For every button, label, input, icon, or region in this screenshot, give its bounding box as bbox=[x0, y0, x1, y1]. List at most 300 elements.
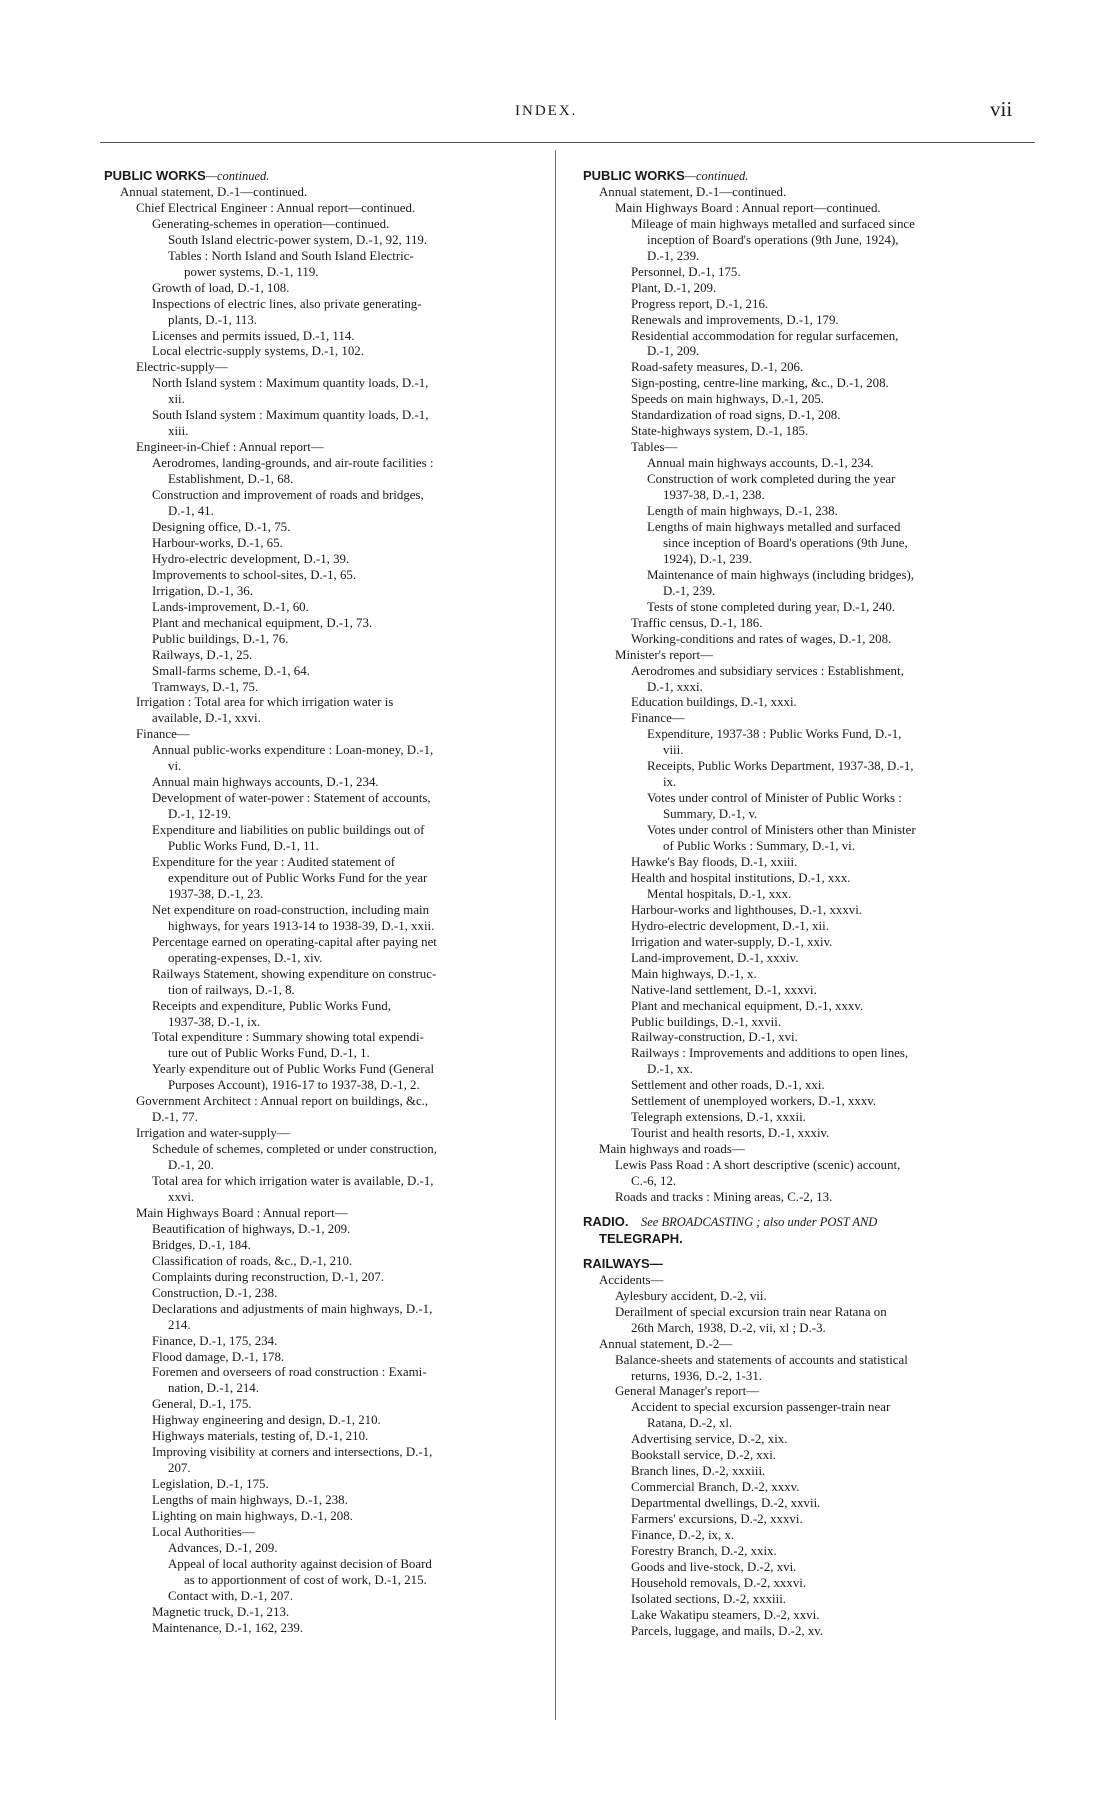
index-entry bbox=[104, 249, 556, 265]
index-entry bbox=[104, 1238, 556, 1254]
heading-text: PUBLIC WORKS bbox=[583, 168, 685, 183]
entry-text: Aylesbury accident, D.-2, vii. bbox=[615, 1288, 767, 1303]
entry-text: Designing office, D.-1, 75. bbox=[152, 519, 291, 534]
index-entry bbox=[583, 408, 1030, 424]
entry-text: Improvements to school-sites, D.-1, 65. bbox=[152, 567, 357, 582]
entry-text: Railways Statement, showing expenditure on construc- bbox=[152, 966, 437, 981]
index-entry bbox=[104, 488, 556, 504]
entry-text: since inception of Board's operations (9th June, bbox=[663, 535, 908, 550]
entry-text: Ratana, D.-2, xl. bbox=[647, 1416, 733, 1431]
entry-text: Construction of work completed during the year bbox=[647, 472, 896, 487]
index-entry bbox=[583, 552, 1030, 568]
entry-text: Construction and improvement of roads and bridges, bbox=[152, 488, 424, 503]
entry-text: Annual public-works expenditure : Loan-money, D.-1, bbox=[152, 743, 434, 758]
entry-text: returns, 1936, D.-2, 1-31. bbox=[631, 1368, 763, 1383]
index-entry bbox=[583, 1062, 1030, 1078]
entry-text: Main highways, D.-1, x. bbox=[631, 966, 757, 981]
entry-text: Goods and live-stock, D.-2, xvi. bbox=[631, 1559, 797, 1574]
index-heading bbox=[583, 1256, 1030, 1273]
index-entry bbox=[104, 281, 556, 297]
index-entry bbox=[583, 600, 1030, 616]
entry-text: Residential accommodation for regular surfacemen, bbox=[631, 328, 899, 343]
entry-text: 1937-38, D.-1, 238. bbox=[663, 488, 765, 503]
entry-text: Mental hospitals, D.-1, xxx. bbox=[647, 886, 792, 901]
index-entry bbox=[104, 424, 556, 440]
entry-text: Tables : North Island and South Island Electric- bbox=[168, 248, 414, 263]
entry-text: Public buildings, D.-1, xxvii. bbox=[631, 1014, 782, 1029]
index-entry bbox=[104, 1222, 556, 1238]
entry-text: Balance-sheets and statements of accounts and statistical bbox=[615, 1352, 908, 1367]
index-entry bbox=[104, 1302, 556, 1318]
entry-text: Local Authorities— bbox=[152, 1525, 255, 1540]
entry-text: Total area for which irrigation water is available, D.-1, bbox=[152, 1174, 434, 1189]
index-entry bbox=[583, 456, 1030, 472]
index-entry bbox=[583, 1142, 1030, 1158]
index-entry bbox=[583, 887, 1030, 903]
index-entry bbox=[104, 584, 556, 600]
entry-text: Telegraph extensions, D.-1, xxxii. bbox=[631, 1110, 806, 1125]
index-entry bbox=[583, 584, 1030, 600]
index-entry bbox=[104, 1350, 556, 1366]
entry-text: State-highways system, D.-1, 185. bbox=[631, 424, 809, 439]
index-entry bbox=[104, 983, 556, 999]
entry-text: Bridges, D.-1, 184. bbox=[152, 1237, 251, 1252]
entry-text: D.-1, 209. bbox=[647, 344, 700, 359]
entry-text: Votes under control of Minister of Public Works : bbox=[647, 791, 902, 806]
entry-text: Complaints during reconstruction, D.-1, 207. bbox=[152, 1269, 384, 1284]
index-entry bbox=[583, 1512, 1030, 1528]
index-entry bbox=[583, 281, 1030, 297]
index-entry bbox=[104, 616, 556, 632]
index-entry bbox=[104, 1589, 556, 1605]
index-entry bbox=[583, 1353, 1030, 1369]
index-entry bbox=[104, 1413, 556, 1429]
heading-continuation: —continued. bbox=[205, 169, 270, 183]
entry-text: Purposes Account), 1916-17 to 1937-38, D.-1, 2. bbox=[168, 1078, 420, 1093]
index-entry bbox=[104, 791, 556, 807]
entry-text: Annual statement, D.-1—continued. bbox=[599, 184, 787, 199]
index-entry bbox=[104, 919, 556, 935]
entry-text: Aerodromes, landing-grounds, and air-route facilities : bbox=[152, 456, 434, 471]
entry-text: Advances, D.-1, 209. bbox=[168, 1540, 278, 1555]
index-entry bbox=[583, 265, 1030, 281]
index-entry bbox=[104, 711, 556, 727]
index-entry bbox=[583, 249, 1030, 265]
index-entry bbox=[583, 344, 1030, 360]
index-entry bbox=[104, 903, 556, 919]
entry-text: Local electric-supply systems, D.-1, 102. bbox=[152, 344, 364, 359]
entry-text: Highway engineering and design, D.-1, 210. bbox=[152, 1413, 381, 1428]
index-entry bbox=[104, 392, 556, 408]
entry-text: Licenses and permits issued, D.-1, 114. bbox=[152, 328, 355, 343]
index-entry bbox=[104, 1142, 556, 1158]
entry-text: of Public Works : Summary, D.-1, vi. bbox=[663, 839, 855, 854]
entry-text: Engineer-in-Chief : Annual report— bbox=[136, 440, 324, 455]
heading-text: RAILWAYS— bbox=[583, 1255, 663, 1271]
page-number: vii bbox=[990, 97, 1013, 121]
entry-text: Education buildings, D.-1, xxxi. bbox=[631, 695, 797, 710]
index-entry bbox=[583, 648, 1030, 664]
entry-text: Finance— bbox=[136, 727, 190, 742]
index-entry bbox=[104, 201, 556, 217]
entry-text: 207. bbox=[168, 1461, 191, 1476]
entry-text: Plant, D.-1, 209. bbox=[631, 280, 717, 295]
index-entry bbox=[104, 520, 556, 536]
index-entry bbox=[583, 1110, 1030, 1126]
header-rule bbox=[100, 142, 1035, 143]
index-entry bbox=[104, 743, 556, 759]
index-entry bbox=[104, 1605, 556, 1621]
index-heading bbox=[583, 1214, 1030, 1231]
entry-text: Electric-supply— bbox=[136, 360, 228, 375]
index-entry bbox=[104, 329, 556, 345]
entry-text: Aerodromes and subsidiary services : Establishment, bbox=[631, 663, 904, 678]
entry-text: Health and hospital institutions, D.-1, xxx. bbox=[631, 870, 851, 885]
entry-text: Government Architect : Annual report on buildings, &c., bbox=[136, 1094, 429, 1109]
index-entry bbox=[583, 967, 1030, 983]
entry-text: Finance, D.-1, 175, 234. bbox=[152, 1333, 278, 1348]
entry-text: Commercial Branch, D.-2, xxxv. bbox=[631, 1480, 800, 1495]
index-entry bbox=[583, 1544, 1030, 1560]
entry-text: 1937-38, D.-1, ix. bbox=[168, 1014, 261, 1029]
index-entry bbox=[104, 1461, 556, 1477]
index-entry bbox=[583, 360, 1030, 376]
index-entry bbox=[583, 201, 1030, 217]
index-entry bbox=[104, 1397, 556, 1413]
entry-text: Maintenance of main highways (including bridges), bbox=[647, 567, 915, 582]
entry-text: Native-land settlement, D.-1, xxxvi. bbox=[631, 982, 817, 997]
index-entry bbox=[104, 1509, 556, 1525]
entry-text: Legislation, D.-1, 175. bbox=[152, 1477, 269, 1492]
entry-text: Annual main highways accounts, D.-1, 234. bbox=[647, 456, 874, 471]
index-entry bbox=[104, 536, 556, 552]
index-entry bbox=[583, 983, 1030, 999]
entry-text: Lengths of main highways, D.-1, 238. bbox=[152, 1493, 348, 1508]
index-entry bbox=[583, 1416, 1030, 1432]
index-entry bbox=[583, 807, 1030, 823]
entry-text: Irrigation, D.-1, 36. bbox=[152, 583, 253, 598]
entry-text: Accident to special excursion passenger-train near bbox=[631, 1400, 891, 1415]
index-entry bbox=[583, 1174, 1030, 1190]
entry-text: Land-improvement, D.-1, xxxiv. bbox=[631, 950, 799, 965]
index-entry bbox=[583, 472, 1030, 488]
index-entry bbox=[583, 1321, 1030, 1337]
index-entry bbox=[104, 408, 556, 424]
index-entry bbox=[104, 680, 556, 696]
index-entry bbox=[104, 1365, 556, 1381]
index-entry bbox=[104, 313, 556, 329]
index-entry bbox=[583, 1190, 1030, 1206]
index-entry bbox=[104, 265, 556, 281]
entry-text: Improving visibility at corners and intersections, D.-1, bbox=[152, 1445, 433, 1460]
index-entry bbox=[583, 217, 1030, 233]
entry-text: viii. bbox=[663, 743, 684, 758]
entry-text: Public Works Fund, D.-1, 11. bbox=[168, 839, 319, 854]
index-entry bbox=[104, 1541, 556, 1557]
entry-text: Finance— bbox=[631, 711, 685, 726]
right-column bbox=[583, 168, 1030, 1640]
entry-text: power systems, D.-1, 119. bbox=[184, 264, 319, 279]
entry-text: Irrigation and water-supply, D.-1, xxiv. bbox=[631, 934, 833, 949]
entry-text: South Island electric-power system, D.-1, 92, 119. bbox=[168, 232, 428, 247]
index-entry bbox=[104, 823, 556, 839]
index-entry bbox=[583, 1432, 1030, 1448]
index-entry bbox=[583, 1464, 1030, 1480]
index-entry bbox=[104, 1445, 556, 1461]
index-entry bbox=[583, 488, 1030, 504]
index-entry bbox=[583, 1158, 1030, 1174]
entry-text: Irrigation and water-supply— bbox=[136, 1126, 290, 1141]
index-entry bbox=[104, 1429, 556, 1445]
entry-text: 26th March, 1938, D.-2, vii, xl ; D.-3. bbox=[631, 1320, 826, 1335]
index-entry bbox=[583, 329, 1030, 345]
entry-text: Lengths of main highways metalled and surfaced bbox=[647, 519, 901, 534]
index-entry bbox=[104, 1621, 556, 1637]
index-entry bbox=[583, 775, 1030, 791]
entry-text: Settlement of unemployed workers, D.-1, xxxv. bbox=[631, 1094, 877, 1109]
index-entry bbox=[104, 1190, 556, 1206]
left-column bbox=[104, 168, 556, 1637]
entry-text: Declarations and adjustments of main highways, D.-1, bbox=[152, 1301, 433, 1316]
index-entry bbox=[583, 871, 1030, 887]
entry-text: Household removals, D.-2, xxxvi. bbox=[631, 1575, 807, 1590]
heading-text: TELEGRAPH. bbox=[599, 1230, 683, 1246]
index-entry bbox=[583, 1337, 1030, 1353]
entry-text: available, D.-1, xxvi. bbox=[152, 711, 261, 726]
index-entry bbox=[104, 568, 556, 584]
entry-text: Railway-construction, D.-1, xvi. bbox=[631, 1030, 798, 1045]
index-entry bbox=[583, 440, 1030, 456]
entry-text: Expenditure and liabilities on public buildings out of bbox=[152, 823, 425, 838]
entry-text: Annual statement, D.-1—continued. bbox=[120, 184, 308, 199]
index-entry bbox=[583, 1046, 1030, 1062]
index-entry bbox=[583, 1496, 1030, 1512]
entry-text: Farmers' excursions, D.-2, xxxvi. bbox=[631, 1512, 803, 1527]
index-entry bbox=[104, 1015, 556, 1031]
entry-text: Votes under control of Ministers other than Minister bbox=[647, 823, 916, 838]
entry-text: Expenditure, 1937-38 : Public Works Fund, D.-1, bbox=[647, 727, 902, 742]
entry-text: Isolated sections, D.-2, xxxiii. bbox=[631, 1591, 787, 1606]
index-entry bbox=[583, 951, 1030, 967]
entry-text: D.-1, xxxi. bbox=[647, 679, 703, 694]
index-entry bbox=[104, 1381, 556, 1397]
index-entry bbox=[104, 344, 556, 360]
section-spacer bbox=[583, 1248, 1030, 1256]
entry-text: Receipts, Public Works Department, 1937-38, D.-1, bbox=[647, 759, 914, 774]
index-entry bbox=[104, 695, 556, 711]
entry-text: D.-1, xx. bbox=[647, 1062, 693, 1077]
entry-text: Bookstall service, D.-2, xxi. bbox=[631, 1448, 776, 1463]
index-entry bbox=[104, 297, 556, 313]
entry-text: Magnetic truck, D.-1, 213. bbox=[152, 1604, 290, 1619]
entry-text: 1924), D.-1, 239. bbox=[663, 551, 752, 566]
index-entry bbox=[583, 536, 1030, 552]
entry-text: Inspections of electric lines, also private generating- bbox=[152, 296, 422, 311]
entry-text: ture out of Public Works Fund, D.-1, 1. bbox=[168, 1046, 370, 1061]
index-entry bbox=[583, 664, 1030, 680]
entry-text: Tests of stone completed during year, D.-1, 240. bbox=[647, 599, 896, 614]
index-entry bbox=[583, 1576, 1030, 1592]
index-entry bbox=[104, 664, 556, 680]
entry-text: Classification of roads, &c., D.-1, 210. bbox=[152, 1253, 353, 1268]
entry-text: ix. bbox=[663, 775, 677, 790]
index-entry bbox=[104, 456, 556, 472]
entry-text: operating-expenses, D.-1, xiv. bbox=[168, 950, 323, 965]
index-entry bbox=[583, 935, 1030, 951]
index-entry bbox=[104, 1158, 556, 1174]
index-heading bbox=[583, 168, 1030, 185]
entry-text: 214. bbox=[168, 1317, 191, 1332]
index-entry bbox=[583, 711, 1030, 727]
entry-text: Tramways, D.-1, 75. bbox=[152, 679, 259, 694]
entry-text: D.-1, 20. bbox=[168, 1158, 214, 1173]
entry-text: Speeds on main highways, D.-1, 205. bbox=[631, 392, 824, 407]
entry-text: highways, for years 1913-14 to 1938-39, D.-1, xxii. bbox=[168, 918, 435, 933]
index-entry bbox=[583, 1273, 1030, 1289]
entry-text: Growth of load, D.-1, 108. bbox=[152, 280, 290, 295]
entry-text: Appeal of local authority against decision of Board bbox=[168, 1556, 432, 1571]
index-entry bbox=[583, 1094, 1030, 1110]
index-entry bbox=[583, 680, 1030, 696]
index-entry bbox=[104, 935, 556, 951]
entry-text: General, D.-1, 175. bbox=[152, 1397, 252, 1412]
entry-text: Personnel, D.-1, 175. bbox=[631, 264, 741, 279]
index-entry bbox=[583, 1560, 1030, 1576]
index-entry bbox=[583, 1289, 1030, 1305]
entry-text: Small-farms scheme, D.-1, 64. bbox=[152, 663, 310, 678]
entry-text: Annual statement, D.-2— bbox=[599, 1336, 733, 1351]
entry-text: Yearly expenditure out of Public Works Fund (General bbox=[152, 1062, 435, 1077]
index-entry bbox=[104, 759, 556, 775]
entry-text: Settlement and other roads, D.-1, xxi. bbox=[631, 1078, 825, 1093]
index-entry bbox=[583, 1126, 1030, 1142]
index-entry bbox=[583, 839, 1030, 855]
index-entry bbox=[583, 568, 1030, 584]
index-entry bbox=[104, 967, 556, 983]
index-entry bbox=[583, 392, 1030, 408]
entry-text: Sign-posting, centre-line marking, &c., D.-1, 208. bbox=[631, 376, 889, 391]
entry-text: expenditure out of Public Works Fund for the year bbox=[168, 870, 428, 885]
index-entry bbox=[583, 1369, 1030, 1385]
index-entry bbox=[104, 233, 556, 249]
entry-text: 1937-38, D.-1, 23. bbox=[168, 886, 264, 901]
entry-text: Development of water-power : Statement of accounts, bbox=[152, 791, 431, 806]
index-entry bbox=[583, 1528, 1030, 1544]
entry-text: C.-6, 12. bbox=[631, 1174, 677, 1189]
entry-text: Chief Electrical Engineer : Annual report—continued. bbox=[136, 200, 416, 215]
entry-text: D.-1, 77. bbox=[152, 1110, 198, 1125]
index-entry bbox=[583, 791, 1030, 807]
index-entry bbox=[104, 632, 556, 648]
index-entry bbox=[583, 520, 1030, 536]
entry-text: D.-1, 239. bbox=[647, 248, 700, 263]
entry-text: Net expenditure on road-construction, including main bbox=[152, 902, 430, 917]
index-entry bbox=[583, 1078, 1030, 1094]
index-entry bbox=[583, 616, 1030, 632]
index-entry bbox=[104, 887, 556, 903]
index-entry bbox=[104, 1094, 556, 1110]
index-entry bbox=[583, 727, 1030, 743]
entry-text: Minister's report— bbox=[615, 647, 713, 662]
entry-text: Plant and mechanical equipment, D.-1, xxxv. bbox=[631, 998, 864, 1013]
entry-text: Lewis Pass Road : A short descriptive (scenic) account, bbox=[615, 1158, 901, 1173]
entry-text: Accidents— bbox=[599, 1272, 664, 1287]
index-entry bbox=[104, 1334, 556, 1350]
entry-text: Roads and tracks : Mining areas, C.-2, 13. bbox=[615, 1190, 833, 1204]
entry-text: xii. bbox=[168, 392, 185, 407]
index-entry bbox=[583, 903, 1030, 919]
index-entry bbox=[104, 1493, 556, 1509]
entry-text: Schedule of schemes, completed or under construction, bbox=[152, 1142, 437, 1157]
index-entry bbox=[104, 440, 556, 456]
entry-text: Renewals and improvements, D.-1, 179. bbox=[631, 312, 839, 327]
index-entry bbox=[583, 504, 1030, 520]
index-entry bbox=[583, 919, 1030, 935]
index-entry bbox=[583, 1030, 1030, 1046]
index-entry bbox=[104, 360, 556, 376]
entry-text: Progress report, D.-1, 216. bbox=[631, 296, 769, 311]
entry-text: Hawke's Bay floods, D.-1, xxiii. bbox=[631, 854, 798, 869]
entry-text: Working-conditions and rates of wages, D.-1, 208. bbox=[631, 631, 892, 646]
entry-text: Main Highways Board : Annual report—continued. bbox=[615, 200, 881, 215]
index-entry bbox=[104, 1030, 556, 1046]
entry-text: Hydro-electric development, D.-1, 39. bbox=[152, 551, 350, 566]
index-entry bbox=[583, 1400, 1030, 1416]
entry-text: D.-1, 12-19. bbox=[168, 807, 232, 822]
entry-text: Contact with, D.-1, 207. bbox=[168, 1588, 293, 1603]
index-entry bbox=[104, 1110, 556, 1126]
heading-text: PUBLIC WORKS bbox=[104, 168, 206, 183]
index-entry bbox=[104, 1318, 556, 1334]
entry-text: Receipts and expenditure, Public Works Fund, bbox=[152, 998, 391, 1013]
entry-text: Harbour-works, D.-1, 65. bbox=[152, 535, 283, 550]
entry-text: Foremen and overseers of road construction : Exami- bbox=[152, 1365, 427, 1380]
index-entry bbox=[104, 1477, 556, 1493]
entry-text: tion of railways, D.-1, 8. bbox=[168, 982, 295, 997]
index-entry bbox=[583, 1592, 1030, 1608]
entry-text: Beautification of highways, D.-1, 209. bbox=[152, 1221, 351, 1236]
index-entry bbox=[104, 1206, 556, 1222]
entry-text: Tourist and health resorts, D.-1, xxxiv. bbox=[631, 1126, 830, 1141]
entry-text: Derailment of special excursion train near Ratana on bbox=[615, 1304, 887, 1319]
entry-text: xxvi. bbox=[168, 1190, 195, 1204]
entry-text: North Island system : Maximum quantity loads, D.-1, bbox=[152, 376, 429, 391]
index-entry bbox=[104, 600, 556, 616]
entry-text: Parcels, luggage, and mails, D.-2, xv. bbox=[631, 1623, 824, 1638]
index-entry bbox=[104, 1525, 556, 1541]
index-entry bbox=[104, 727, 556, 743]
index-entry bbox=[583, 632, 1030, 648]
entry-text: Mileage of main highways metalled and surfaced since bbox=[631, 216, 915, 231]
index-entry bbox=[583, 1305, 1030, 1321]
entry-text: Advertising service, D.-2, xix. bbox=[631, 1432, 788, 1447]
index-entry bbox=[104, 1573, 556, 1589]
index-heading bbox=[583, 1231, 1030, 1248]
section-spacer bbox=[583, 1206, 1030, 1214]
entry-text: Railways : Improvements and additions to open lines, bbox=[631, 1046, 909, 1061]
index-entry bbox=[583, 759, 1030, 775]
index-entry bbox=[583, 743, 1030, 759]
entry-text: Departmental dwellings, D.-2, xxvii. bbox=[631, 1496, 821, 1511]
entry-text: Maintenance, D.-1, 162, 239. bbox=[152, 1620, 304, 1635]
entry-text: Generating-schemes in operation—continued. bbox=[152, 216, 390, 231]
index-entry bbox=[104, 1286, 556, 1302]
entry-text: Lake Wakatipu steamers, D.-2, xxvi. bbox=[631, 1607, 820, 1622]
page-title: INDEX. bbox=[515, 103, 578, 119]
entry-text: Traffic census, D.-1, 186. bbox=[631, 615, 763, 630]
heading-continuation: See BROADCASTING ; also under POST AND bbox=[628, 1214, 878, 1229]
index-entry bbox=[104, 648, 556, 664]
